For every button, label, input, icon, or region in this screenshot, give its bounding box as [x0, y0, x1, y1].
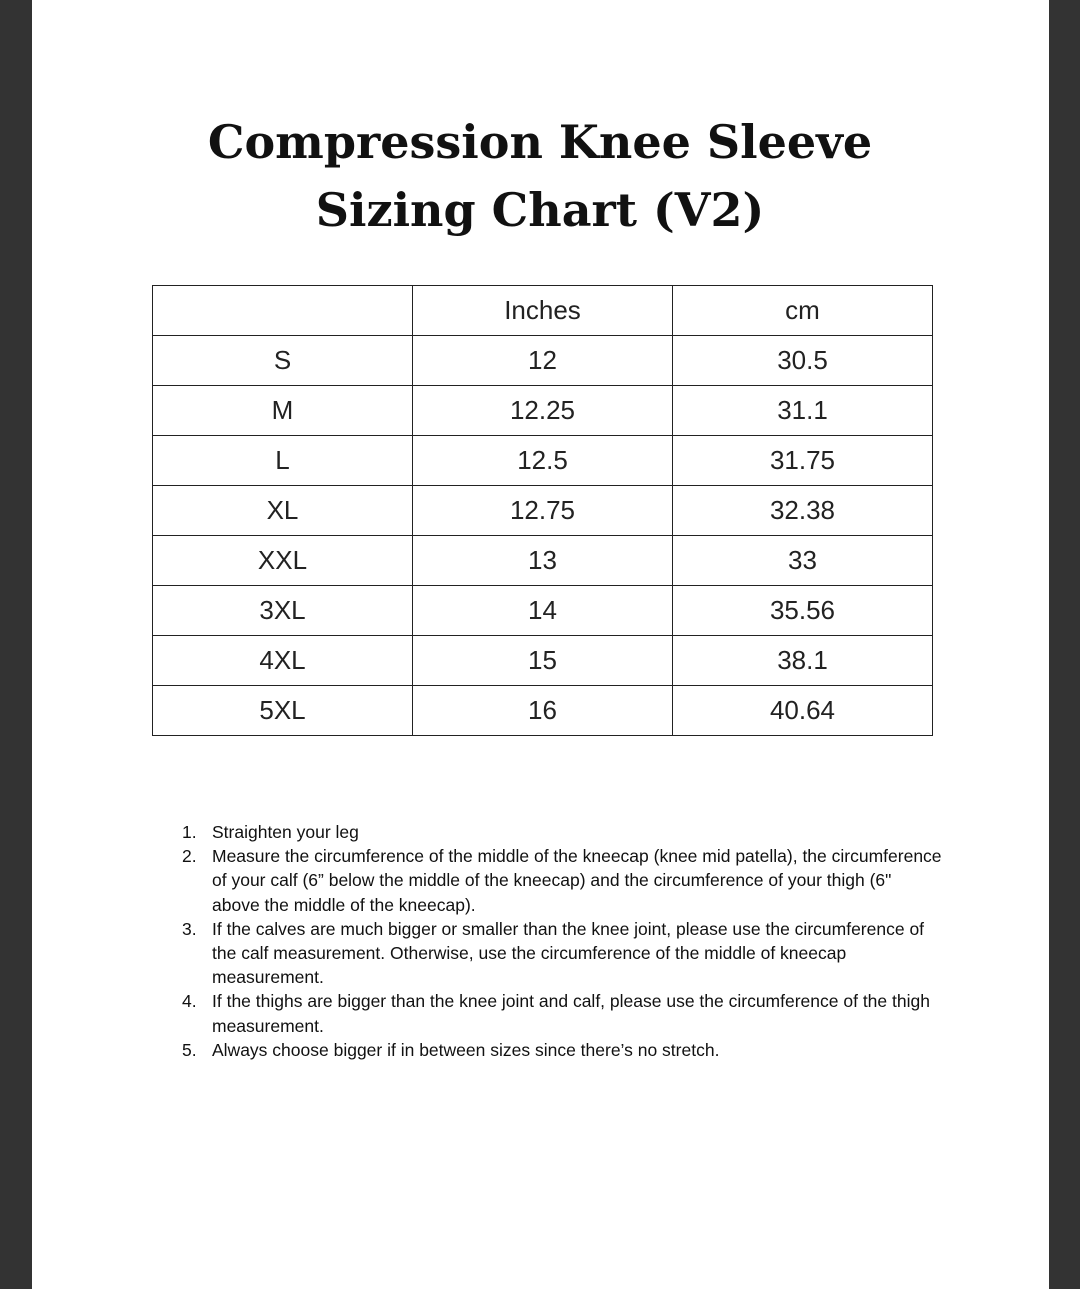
inches-cell: 14 — [413, 586, 673, 636]
inches-cell: 12.5 — [413, 436, 673, 486]
table-row — [153, 536, 933, 586]
size-cell: 4XL — [153, 636, 413, 686]
cm-cell: 30.5 — [673, 336, 933, 386]
list-item-text: If the thighs are bigger than the knee joint and calf, please use the circumference of the thigh measurement. — [212, 991, 930, 1036]
inches-cell: 12.25 — [413, 386, 673, 436]
cm-cell: 31.75 — [673, 436, 933, 486]
list-item-number: 5. — [182, 1039, 197, 1060]
size-cell: L — [153, 436, 413, 486]
list-item-number: 1. — [182, 822, 197, 842]
list-item — [182, 820, 942, 844]
table-row — [153, 386, 933, 436]
table-row — [153, 436, 933, 486]
size-cell: XL — [153, 486, 413, 536]
size-cell: 5XL — [153, 686, 413, 736]
header-cell-size — [153, 286, 413, 336]
page-title-line-1: Compression Knee Sleeve — [207, 115, 873, 169]
header-cell-cm: cm — [673, 286, 933, 336]
table-row — [153, 586, 933, 636]
page-title — [0, 108, 1080, 244]
cm-cell: 33 — [673, 536, 933, 586]
inches-cell: 16 — [413, 686, 673, 736]
table-row — [153, 486, 933, 536]
inches-cell: 15 — [413, 636, 673, 686]
sizing-table — [152, 285, 933, 736]
list-item-number: 4. — [182, 991, 197, 1012]
cm-cell: 31.1 — [673, 386, 933, 436]
inches-cell: 13 — [413, 536, 673, 586]
table-row — [153, 336, 933, 386]
list-item-text: Always choose bigger if in between sizes since there’s no stretch. — [212, 1039, 720, 1060]
list-item-number: 3. — [182, 918, 197, 939]
inches-cell: 12 — [413, 336, 673, 386]
size-cell: S — [153, 336, 413, 386]
list-item — [182, 917, 942, 990]
cm-cell: 35.56 — [673, 586, 933, 636]
list-item-text: If the calves are much bigger or smaller than the knee joint, please use the circumference of the calf measurement. Otherwise, use the circumference of the middle of kneecap measurement. — [212, 918, 925, 988]
list-item — [182, 989, 942, 1037]
instructions-list — [182, 820, 942, 1062]
cm-cell: 32.38 — [673, 486, 933, 536]
table-row — [153, 636, 933, 686]
list-item-number: 2. — [182, 846, 197, 867]
size-cell: M — [153, 386, 413, 436]
table-header-row — [153, 286, 933, 336]
table-row — [153, 686, 933, 736]
header-cell-inches: Inches — [413, 286, 673, 336]
page-title-line-2: Sizing Chart (V2) — [315, 183, 765, 237]
document-page — [32, 0, 1049, 1289]
list-item-text: Straighten your leg — [212, 822, 359, 842]
cm-cell: 38.1 — [673, 636, 933, 686]
inches-cell: 12.75 — [413, 486, 673, 536]
cm-cell: 40.64 — [673, 686, 933, 736]
size-cell: XXL — [153, 536, 413, 586]
list-item — [182, 1038, 942, 1062]
list-item — [182, 844, 942, 917]
list-item-text: Measure the circumference of the middle of the kneecap (knee mid patella), the circumference of your calf (6” below the middle of the kneecap) and the circumference of your thigh (6" above the middle of the kneecap). — [212, 846, 942, 915]
size-cell: 3XL — [153, 586, 413, 636]
